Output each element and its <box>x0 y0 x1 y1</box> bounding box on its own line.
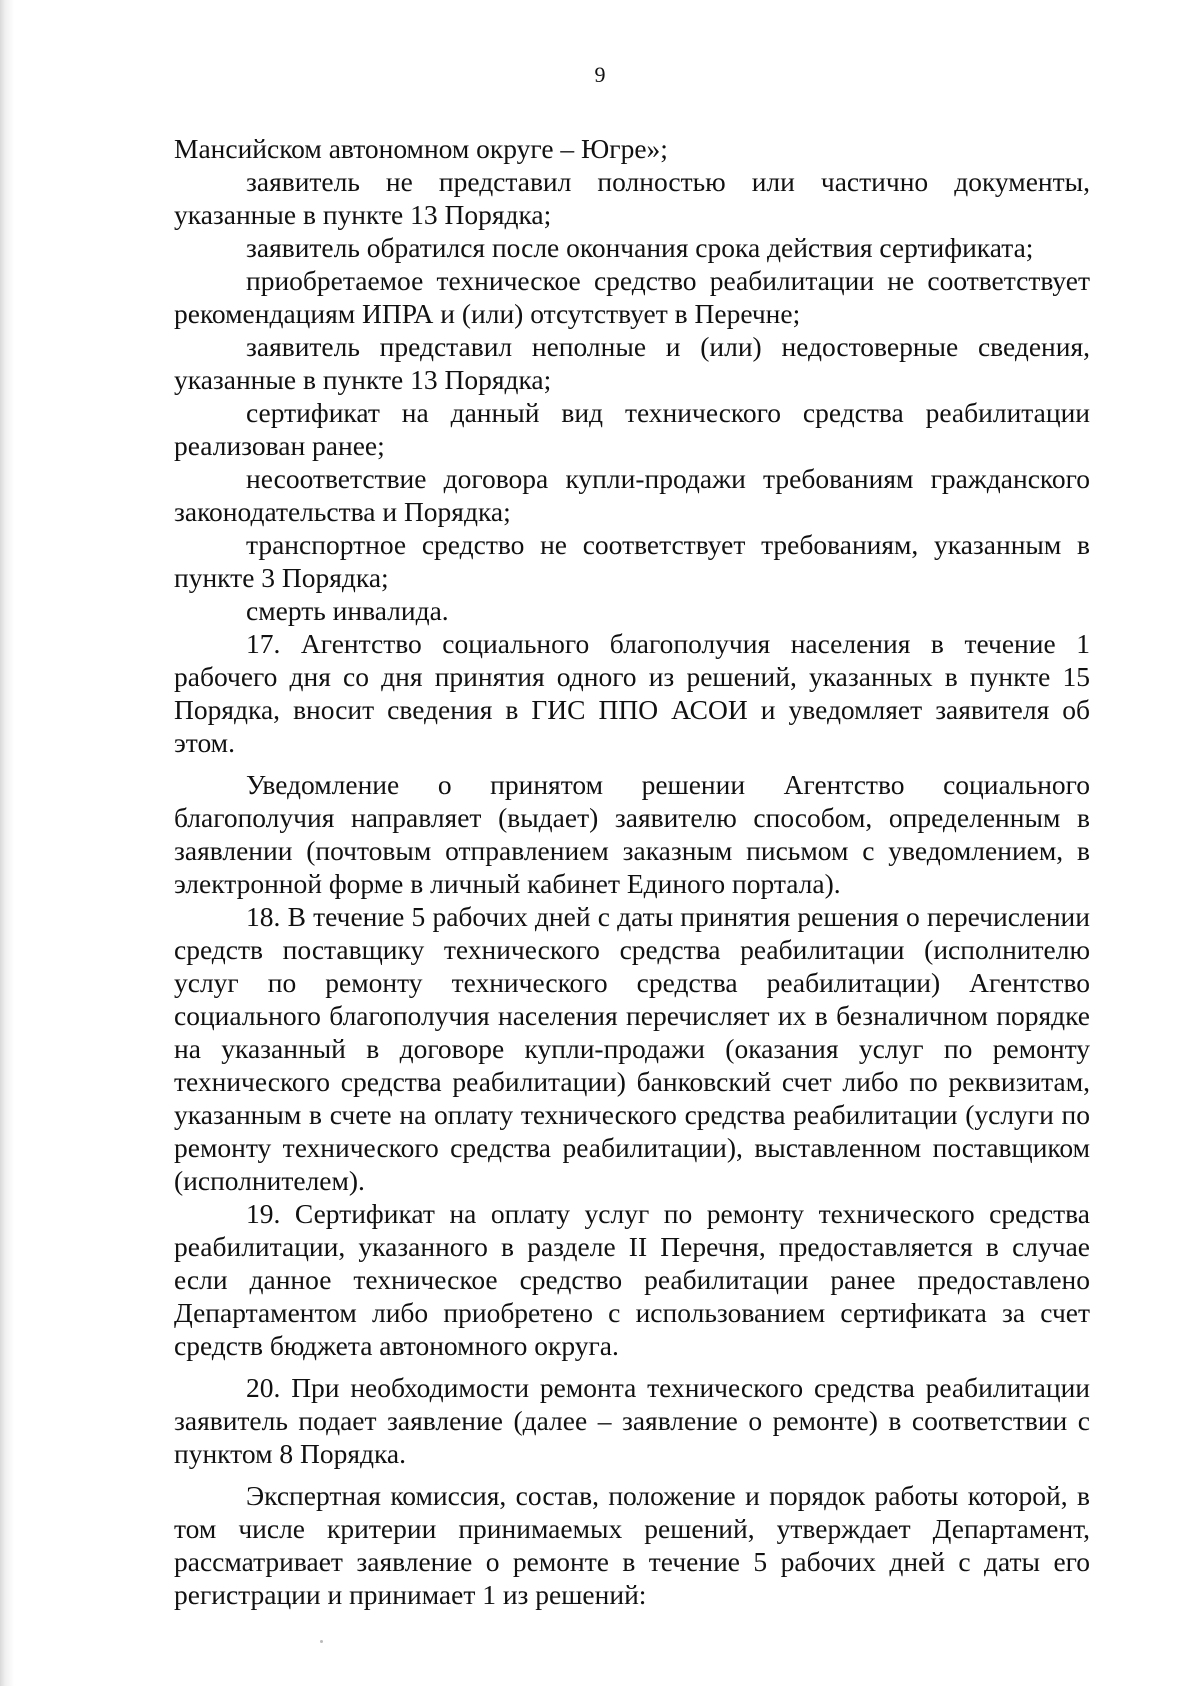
paragraph-refusal-reason: заявитель обратился после окончания срока действия сертификата; <box>246 232 1034 263</box>
scan-edge-shadow <box>0 0 14 1686</box>
paragraph-clause-20: 20. При необходимости ремонта технического средства реабилитации заявитель подает заявление (далее – заявление о ремонте) в соответствии с пунктом 8 Порядка. <box>174 1372 1090 1469</box>
paragraph-refusal-reason: смерть инвалида. <box>246 595 449 626</box>
paragraph-notification: Уведомление о принятом решении Агентство социального благополучия направляет (выдает) заявителю способом, определенным в заявлении (почтовым отправлением заказным письмом с уведомлением, в электронной форме в личный кабинет Единого портала). <box>174 769 1090 899</box>
paragraph-expert-commission: Экспертная комиссия, состав, положение и порядок работы которой, в том числе критерии принимаемых решений, утверждает Департамент, рассматривает заявление о ремонте в течение 5 рабочих дней с даты его регистрации и принимает 1 из решений: <box>174 1480 1090 1610</box>
paragraph-refusal-reason: транспортное средство не соответствует требованиям, указанным в пункте 3 Порядка; <box>174 529 1090 593</box>
paragraph-continuation: Мансийском автономном округе – Югре»; <box>174 133 668 164</box>
paragraph-refusal-reason: приобретаемое техническое средство реабилитации не соответствует рекомендациям ИПРА и (или) отсутствует в Перечне; <box>174 265 1090 329</box>
page-number: 9 <box>594 62 606 87</box>
paragraph-refusal-reason: заявитель представил неполные и (или) недостоверные сведения, указанные в пункте 13 Порядка; <box>174 331 1090 395</box>
paragraph-clause-18: 18. В течение 5 рабочих дней с даты принятия решения о перечислении средств поставщику технического средства реабилитации (исполнителю услуг по ремонту технического средства реабилитации) Агентство социального благополучия населения перечисляет их в безналичном порядке на указанный в договоре купли-продажи (оказания услуг по ремонту технического средства реабилитации) банковский счет либо по реквизитам, указанным в счете на оплату технического средства реабилитации (услуги по ремонту технического средства реабилитации), выставленном поставщиком (исполнителем). <box>174 901 1090 1196</box>
paragraph-refusal-reason: сертификат на данный вид технического средства реабилитации реализован ранее; <box>174 397 1090 461</box>
document-body <box>174 132 1090 1611</box>
paragraph-clause-19: 19. Сертификат на оплату услуг по ремонту технического средства реабилитации, указанного в разделе II Перечня, предоставляется в случае если данное техническое средство реабилитации ранее предоставлено Департаментом либо приобретено с использованием сертификата за счет средств бюджета автономного округа. <box>174 1198 1090 1361</box>
paragraph-refusal-reason: заявитель не представил полностью или частично документы, указанные в пункте 13 Порядка; <box>174 166 1090 230</box>
scan-speck <box>320 1640 323 1643</box>
paragraph-refusal-reason: несоответствие договора купли-продажи требованиям гражданского законодательства и Порядка; <box>174 463 1090 527</box>
paragraph-clause-17: 17. Агентство социального благополучия населения в течение 1 рабочего дня со дня принятия одного из решений, указанных в пункте 15 Порядка, вносит сведения в ГИС ППО АСОИ и уведомляет заявителя об этом. <box>174 628 1090 758</box>
